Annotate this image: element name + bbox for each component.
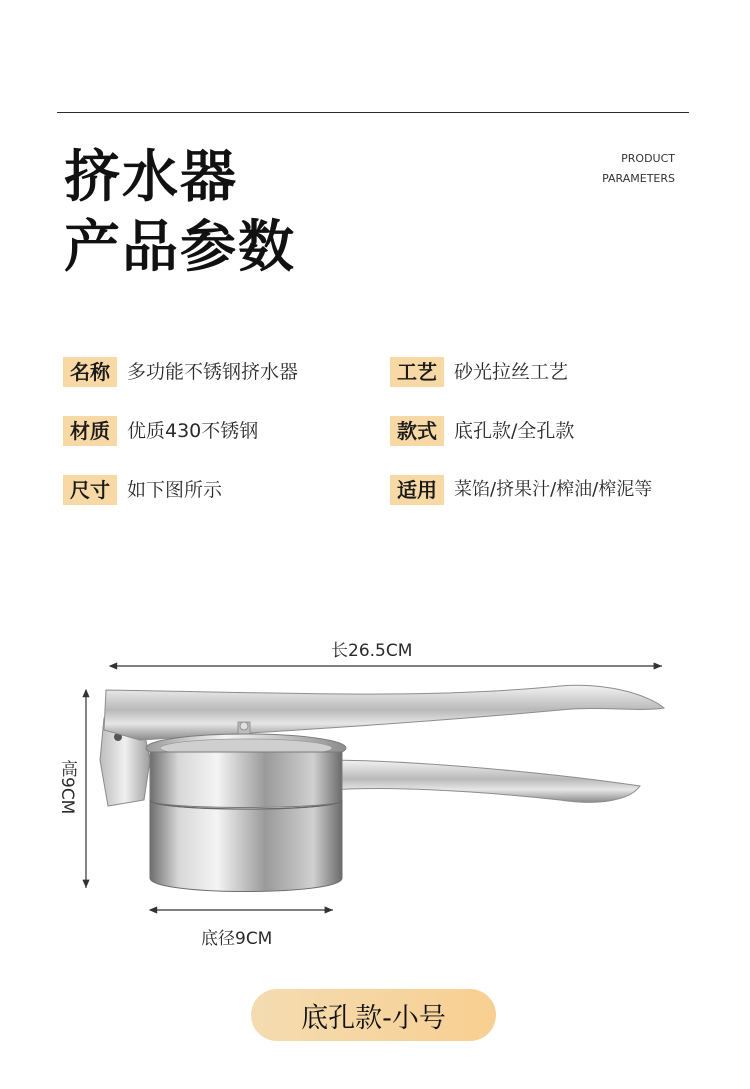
- page-title: [64, 143, 296, 283]
- spec-row-craft: [390, 357, 568, 387]
- base-diameter-label: 底径9CM: [201, 929, 273, 949]
- spec-row-usage: [390, 475, 652, 505]
- spec-value: 优质430不锈钢: [127, 420, 259, 442]
- title-line-1: 挤水器: [64, 145, 238, 210]
- spec-key: 尺寸: [63, 475, 117, 505]
- cup-body: [150, 800, 342, 892]
- spec-row-name: [63, 357, 298, 387]
- upper-handle: [104, 685, 664, 740]
- spec-value: 底孔款/全孔款: [454, 420, 575, 442]
- spec-value: 菜馅/挤果汁/榨油/榨泥等: [454, 479, 653, 500]
- spec-key: 名称: [63, 357, 117, 387]
- spec-value: 砂光拉丝工艺: [454, 361, 569, 383]
- product-illustration: [0, 600, 750, 930]
- subtitle-line-2: PARAMETERS: [602, 172, 675, 185]
- spec-key: 款式: [390, 416, 444, 446]
- spec-value: 多功能不锈钢挤水器: [127, 361, 299, 383]
- top-divider: [57, 112, 689, 113]
- spec-key: 适用: [390, 475, 444, 505]
- spec-row-size: [63, 475, 222, 505]
- cup-upper: [150, 752, 342, 808]
- height-label: 高9CM: [57, 760, 77, 815]
- length-label: 长26.5CM: [331, 641, 413, 661]
- spec-row-style: [390, 416, 574, 446]
- spec-key: 工艺: [390, 357, 444, 387]
- spec-value: 如下图所示: [127, 479, 223, 501]
- spec-row-material: [63, 416, 258, 446]
- variant-badge: 底孔款-小号: [251, 989, 496, 1041]
- title-line-2: 产品参数: [64, 215, 296, 280]
- spec-key: 材质: [63, 416, 117, 446]
- subtitle-line-1: PRODUCT: [621, 152, 675, 165]
- english-subtitle: [602, 149, 675, 189]
- lower-handle: [320, 760, 640, 802]
